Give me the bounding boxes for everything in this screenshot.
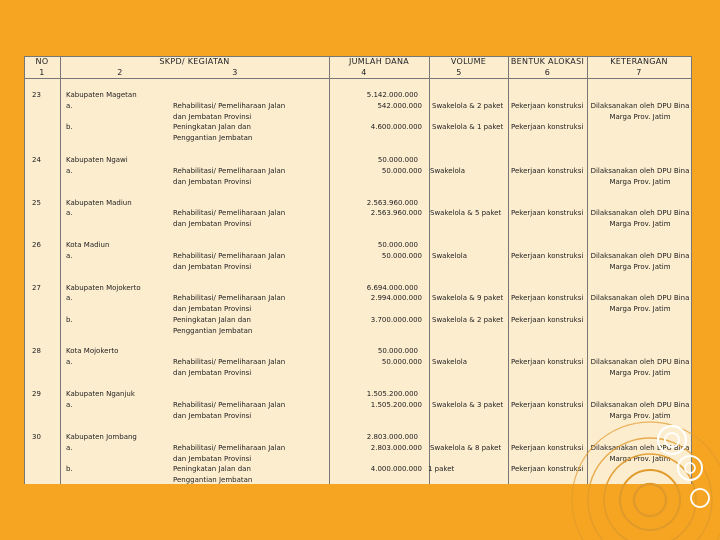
fund-amount: 4.600.000.000 [370,123,422,131]
sub-letter: b. [66,465,73,473]
activity: Rehabilitasi/ Pemeliharaan Jalan dan Jembatan Provinsi [173,167,286,186]
header-skpd: SKPD/ KEGIATAN [159,57,230,66]
volume: Swakelola & 5 paket [430,209,502,217]
sub-letter: a. [66,102,73,110]
allocation-form: Pekerjaan konstruksi [511,358,584,366]
row-number: 26 [32,241,41,249]
header-keterangan: KETERANGAN [610,57,668,66]
region-total: 5.142.000.000 [366,91,418,99]
region-name: Kabupaten Mojokerto [66,284,141,292]
sub-letter: a. [66,444,73,452]
volume: Swakelola & 1 paket [432,123,504,131]
col-divider-0 [24,56,25,484]
activity: Peningkatan Jalan dan Penggantian Jembatan [173,123,253,142]
volume: Swakelola & 9 paket [432,294,504,302]
header-num-7: 7 [636,68,642,77]
sub-letter: b. [66,123,73,131]
row-number: 23 [32,91,41,99]
fund-amount: 2.803.000.000 [370,444,422,452]
activity: Rehabilitasi/ Pemeliharaan Jalan dan Jembatan Provinsi [173,444,286,463]
col-divider-end [691,56,692,484]
header-num-3: 3 [232,68,238,77]
header-num-2: 2 [117,68,123,77]
col-divider-volume [508,56,509,484]
remark: Dilaksanakan oleh DPU Bina Marga Prov. Jatim [590,294,690,313]
region-total: 1.505.200.000 [366,390,418,398]
region-total: 50.000.000 [377,241,418,249]
region-name: Kabupaten Madiun [66,199,132,207]
volume: Swakelola & 8 paket [430,444,502,452]
fund-amount: 50.000.000 [381,358,422,366]
region-total: 2.803.000.000 [366,433,418,441]
col-divider-jumlah [429,56,430,484]
col-divider-skpd [329,56,330,484]
volume: Swakelola & 2 paket [432,316,504,324]
allocation-form: Pekerjaan konstruksi [511,465,584,473]
header-num-4: 4 [361,68,367,77]
orange-footer-band [0,484,720,540]
fund-amount: 2.994.000.000 [370,294,422,302]
region-name: Kabupaten Ngawi [66,156,128,164]
header-bottom-border [24,78,692,79]
remark: Dilaksanakan oleh DPU Bina Marga Prov. Jatim [590,444,690,463]
header-num-1: 1 [39,68,45,77]
header-num-6: 6 [544,68,551,77]
row-number: 28 [32,347,41,355]
fund-amount: 4.000.000.000 [370,465,422,473]
region-total: 2.563.960.000 [366,199,418,207]
fund-amount: 50.000.000 [381,252,422,260]
header-num-5: 5 [456,68,462,77]
row-number: 29 [32,390,41,398]
volume: Swakelola & 3 paket [432,401,504,409]
allocation-form: Pekerjaan konstruksi [511,294,584,302]
remark: Dilaksanakan oleh DPU Bina Marga Prov. Jatim [590,358,690,377]
sub-letter: a. [66,401,73,409]
volume: Swakelola [432,358,468,366]
row-number: 24 [32,156,41,164]
sub-letter: a. [66,209,73,217]
activity: Rehabilitasi/ Pemeliharaan Jalan dan Jembatan Provinsi [173,209,286,228]
allocation-form: Pekerjaan konstruksi [511,444,584,452]
activity: Rehabilitasi/ Pemeliharaan Jalan dan Jembatan Provinsi [173,294,286,313]
header-bentuk: BENTUK ALOKASI [510,57,585,66]
volume: Swakelola [430,167,466,175]
volume: 1 paket [428,465,455,473]
region-name: Kabupaten Jombang [66,433,137,441]
activity: Rehabilitasi/ Pemeliharaan Jalan dan Jembatan Provinsi [173,358,286,377]
region-name: Kabupaten Nganjuk [66,390,135,398]
volume: Swakelola & 2 paket [432,102,504,110]
region-name: Kabupaten Magetan [66,91,137,99]
sub-letter: a. [66,358,73,366]
sub-letter: a. [66,252,73,260]
region-total: 50.000.000 [377,156,418,164]
remark: Dilaksanakan oleh DPU Bina Marga Prov. Jatim [590,209,690,228]
allocation-form: Pekerjaan konstruksi [511,167,584,175]
fund-amount: 1.505.200.000 [370,401,422,409]
region-name: Kota Mojokerto [66,347,119,355]
row-number: 30 [32,433,41,441]
sub-letter: a. [66,167,73,175]
volume: Swakelola [432,252,468,260]
sub-letter: b. [66,316,73,324]
allocation-form: Pekerjaan konstruksi [511,209,584,217]
activity: Rehabilitasi/ Pemeliharaan Jalan dan Jembatan Provinsi [173,252,286,271]
remark: Dilaksanakan oleh DPU Bina Marga Prov. Jatim [590,401,690,420]
orange-header-band [0,0,720,56]
orange-left-band [0,0,24,540]
allocation-form: Pekerjaan konstruksi [511,401,584,409]
region-total: 6.694.000.000 [366,284,418,292]
fund-amount: 2.563.960.000 [370,209,422,217]
row-number: 25 [32,199,41,207]
allocation-form: Pekerjaan konstruksi [511,316,584,324]
activity: Rehabilitasi/ Pemeliharaan Jalan dan Jembatan Provinsi [173,102,286,121]
region-name: Kota Madiun [66,241,110,249]
activity: Peningkatan Jalan dan Penggantian Jembatan [173,465,253,484]
header-volume: VOLUME [450,57,487,66]
row-number: 27 [32,284,41,292]
region-total: 50.000.000 [377,347,418,355]
allocation-form: Pekerjaan konstruksi [511,123,584,131]
allocation-form: Pekerjaan konstruksi [511,252,584,260]
fund-amount: 542.000.000 [377,102,422,110]
fund-amount: 3.700.000.000 [370,316,422,324]
activity: Peningkatan Jalan dan Penggantian Jembatan [173,316,253,335]
col-divider-no [60,56,61,484]
col-divider-bentuk [587,56,588,484]
sub-letter: a. [66,294,73,302]
header-jumlah: JUMLAH DANA [348,57,410,66]
remark: Dilaksanakan oleh DPU Bina Marga Prov. Jatim [590,167,690,186]
remark: Dilaksanakan oleh DPU Bina Marga Prov. Jatim [590,102,690,121]
fund-amount: 50.000.000 [381,167,422,175]
activity: Rehabilitasi/ Pemeliharaan Jalan dan Jembatan Provinsi [173,401,286,420]
remark: Dilaksanakan oleh DPU Bina Marga Prov. Jatim [590,252,690,271]
allocation-form: Pekerjaan konstruksi [511,102,584,110]
header-no: NO [35,57,49,66]
orange-right-band [692,0,720,540]
